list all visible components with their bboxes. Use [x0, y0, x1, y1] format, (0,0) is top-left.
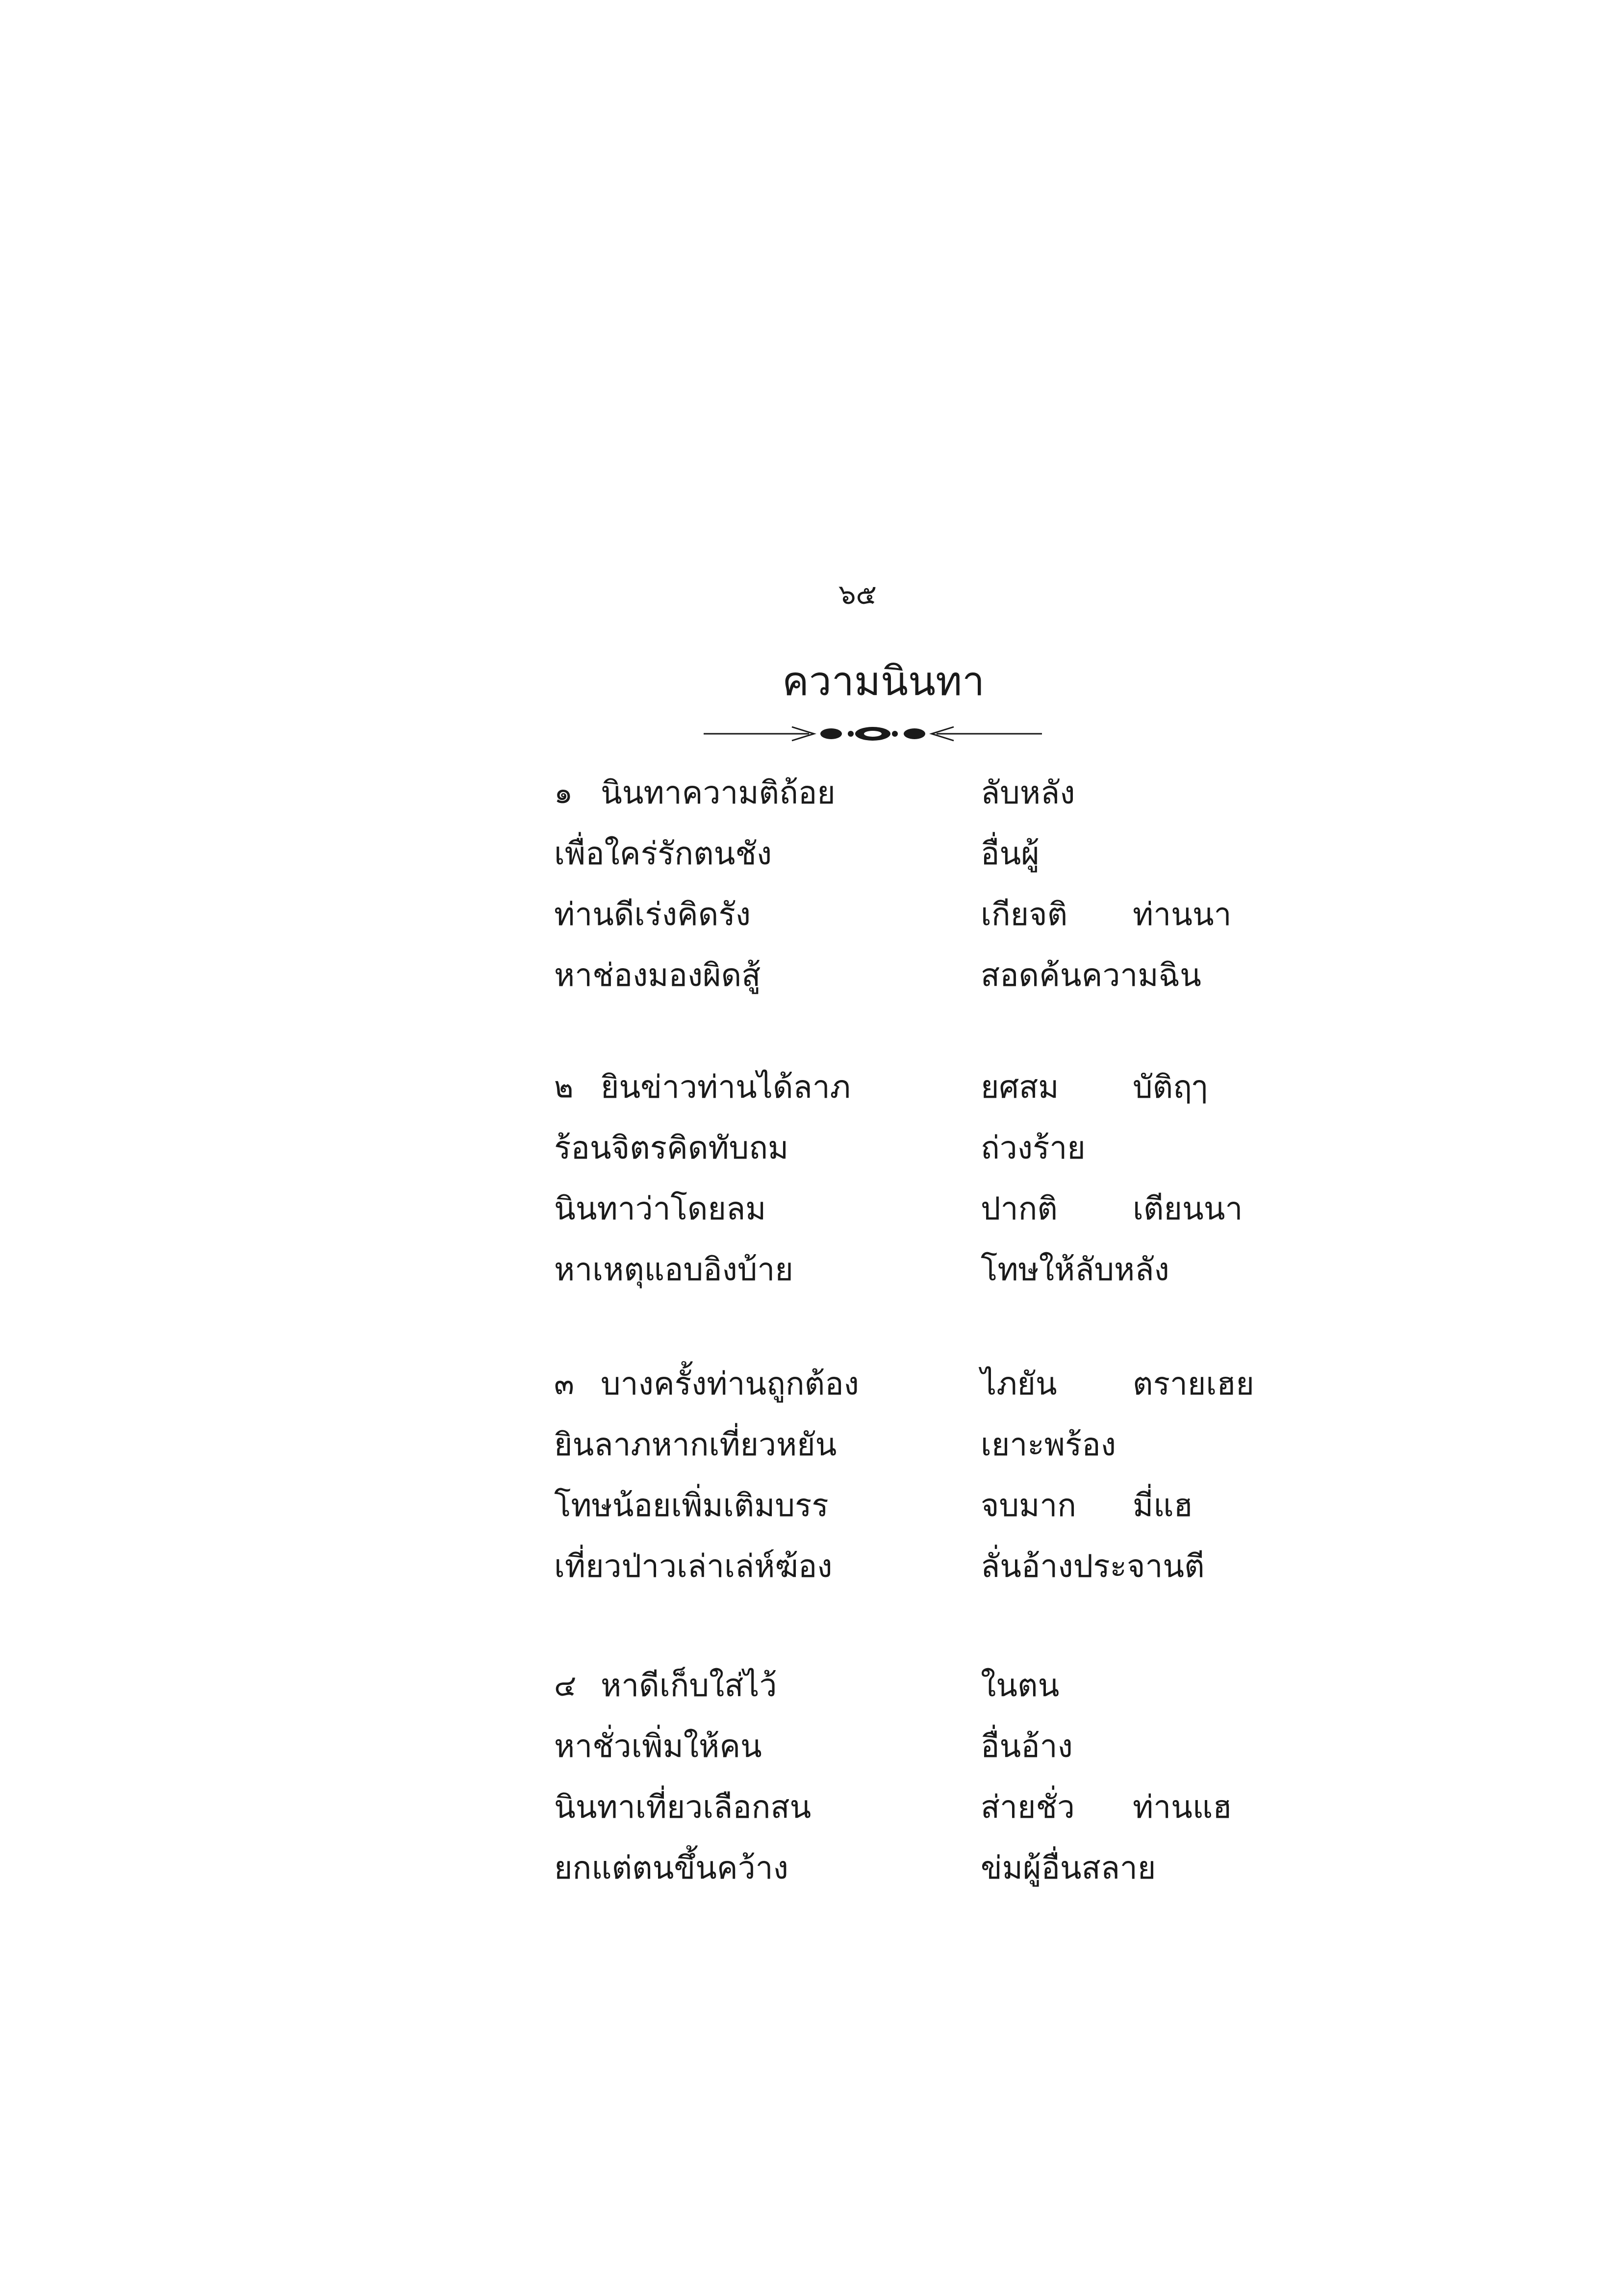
verse-line — [554, 1415, 1231, 1475]
verse-first-half: โทษน้อยเพิ่มเติมบรร — [554, 1488, 829, 1524]
stanza-4 — [554, 1655, 1231, 1899]
verse-first-half: นินทาเที่ยวเลือกสน — [554, 1789, 812, 1826]
stanza-3 — [554, 1354, 1254, 1597]
page-number: ๖๕ — [838, 579, 877, 611]
verse-line — [554, 945, 1231, 1006]
verse-trailing-word: มี่แฮ — [1133, 1488, 1193, 1524]
stanza-number: ๓ — [554, 1367, 575, 1401]
verse-second-half: โทษให้ลับหลัง — [981, 1252, 1169, 1288]
verse-trailing-word: ตรายเฮย — [1133, 1366, 1254, 1402]
verse-line — [554, 1777, 1231, 1838]
verse-first-half: ยกแต่ตนขึ้นคว้าง — [554, 1850, 788, 1886]
verse-trailing-word: บัติฤๅ — [1133, 1069, 1208, 1106]
verse-second-half: ส่ายชั่ว — [981, 1789, 1075, 1826]
verse-first-half: หาเหตุแอบอิงบ้าย — [554, 1252, 793, 1288]
verse-second-half: ยศสม — [981, 1069, 1059, 1106]
verse-second-half: ลั่นอ้างประจานตี — [981, 1548, 1205, 1585]
verse-line — [554, 763, 1231, 824]
stanza-1 — [554, 763, 1231, 1006]
verse-second-half: อื่นผู้ — [981, 836, 1040, 872]
verse-second-half: เยาะพร้อง — [981, 1427, 1116, 1463]
verse-first-half: หาชั่วเพิ่มให้คน — [554, 1728, 762, 1765]
verse-second-half: ในตน — [981, 1668, 1060, 1704]
verse-second-half: ลับหลัง — [981, 775, 1075, 811]
verse-second-half: จบมาก — [981, 1488, 1076, 1524]
verse-second-half: ถ่วงร้าย — [981, 1130, 1086, 1166]
stanza-number: ๒ — [554, 1070, 574, 1105]
verse-line — [554, 1239, 1231, 1300]
verse-line — [554, 1057, 1231, 1118]
verse-second-half: เกียจติ — [981, 897, 1068, 933]
verse-trailing-word: ท่านแฮ — [1133, 1789, 1232, 1826]
verse-line — [554, 1838, 1231, 1899]
verse-line — [554, 1354, 1254, 1415]
verse-line — [554, 1536, 1231, 1597]
verse-first-half: เพื่อใคร่รักตนชัง — [554, 836, 772, 872]
stanza-number: ๔ — [554, 1669, 577, 1703]
verse-first-half: บางครั้งท่านถูกต้อง — [601, 1366, 859, 1402]
verse-first-half: ร้อนจิตรคิดทับถม — [554, 1130, 789, 1166]
verse-first-half: หาช่องมองผิดสู้ — [554, 957, 761, 994]
stanza-2 — [554, 1057, 1243, 1300]
poem-title: ความนินทา — [782, 658, 985, 705]
verse-trailing-word: ท่านนา — [1133, 897, 1232, 933]
verse-second-half: สอดค้นความฉิน — [981, 957, 1201, 994]
verse-first-half: นินทาว่าโดยลม — [554, 1191, 766, 1227]
verse-first-half: นินทาความติถ้อย — [601, 775, 836, 811]
verse-line — [554, 1475, 1231, 1536]
verse-line — [554, 1179, 1243, 1239]
verse-first-half: เที่ยวป่าวเล่าเล่ห์ฆ้อง — [554, 1548, 833, 1585]
verse-first-half: หาดีเก็บใส่ไว้ — [601, 1668, 777, 1704]
verse-second-half: อื่นอ้าง — [981, 1728, 1073, 1765]
verse-line — [554, 824, 1231, 884]
verse-second-half: ไภยัน — [981, 1366, 1057, 1402]
verse-line — [554, 1716, 1231, 1777]
verse-first-half: ยินลาภหากเที่ยวหยัน — [554, 1427, 837, 1463]
verse-second-half: ข่มผู้อื่นสลาย — [981, 1850, 1156, 1886]
verse-line — [554, 1655, 1231, 1716]
verse-first-half: ยินข่าวท่านได้ลาภ — [601, 1069, 851, 1106]
verse-trailing-word: เตียนนา — [1133, 1191, 1243, 1227]
stanza-number: ๑ — [554, 776, 573, 810]
verse-second-half: ปากติ — [981, 1191, 1058, 1227]
ornament-divider — [704, 720, 1042, 747]
verse-line — [554, 1118, 1231, 1179]
verse-first-half: ท่านดีเร่งคิดรัง — [554, 897, 751, 933]
verse-line — [554, 884, 1231, 945]
